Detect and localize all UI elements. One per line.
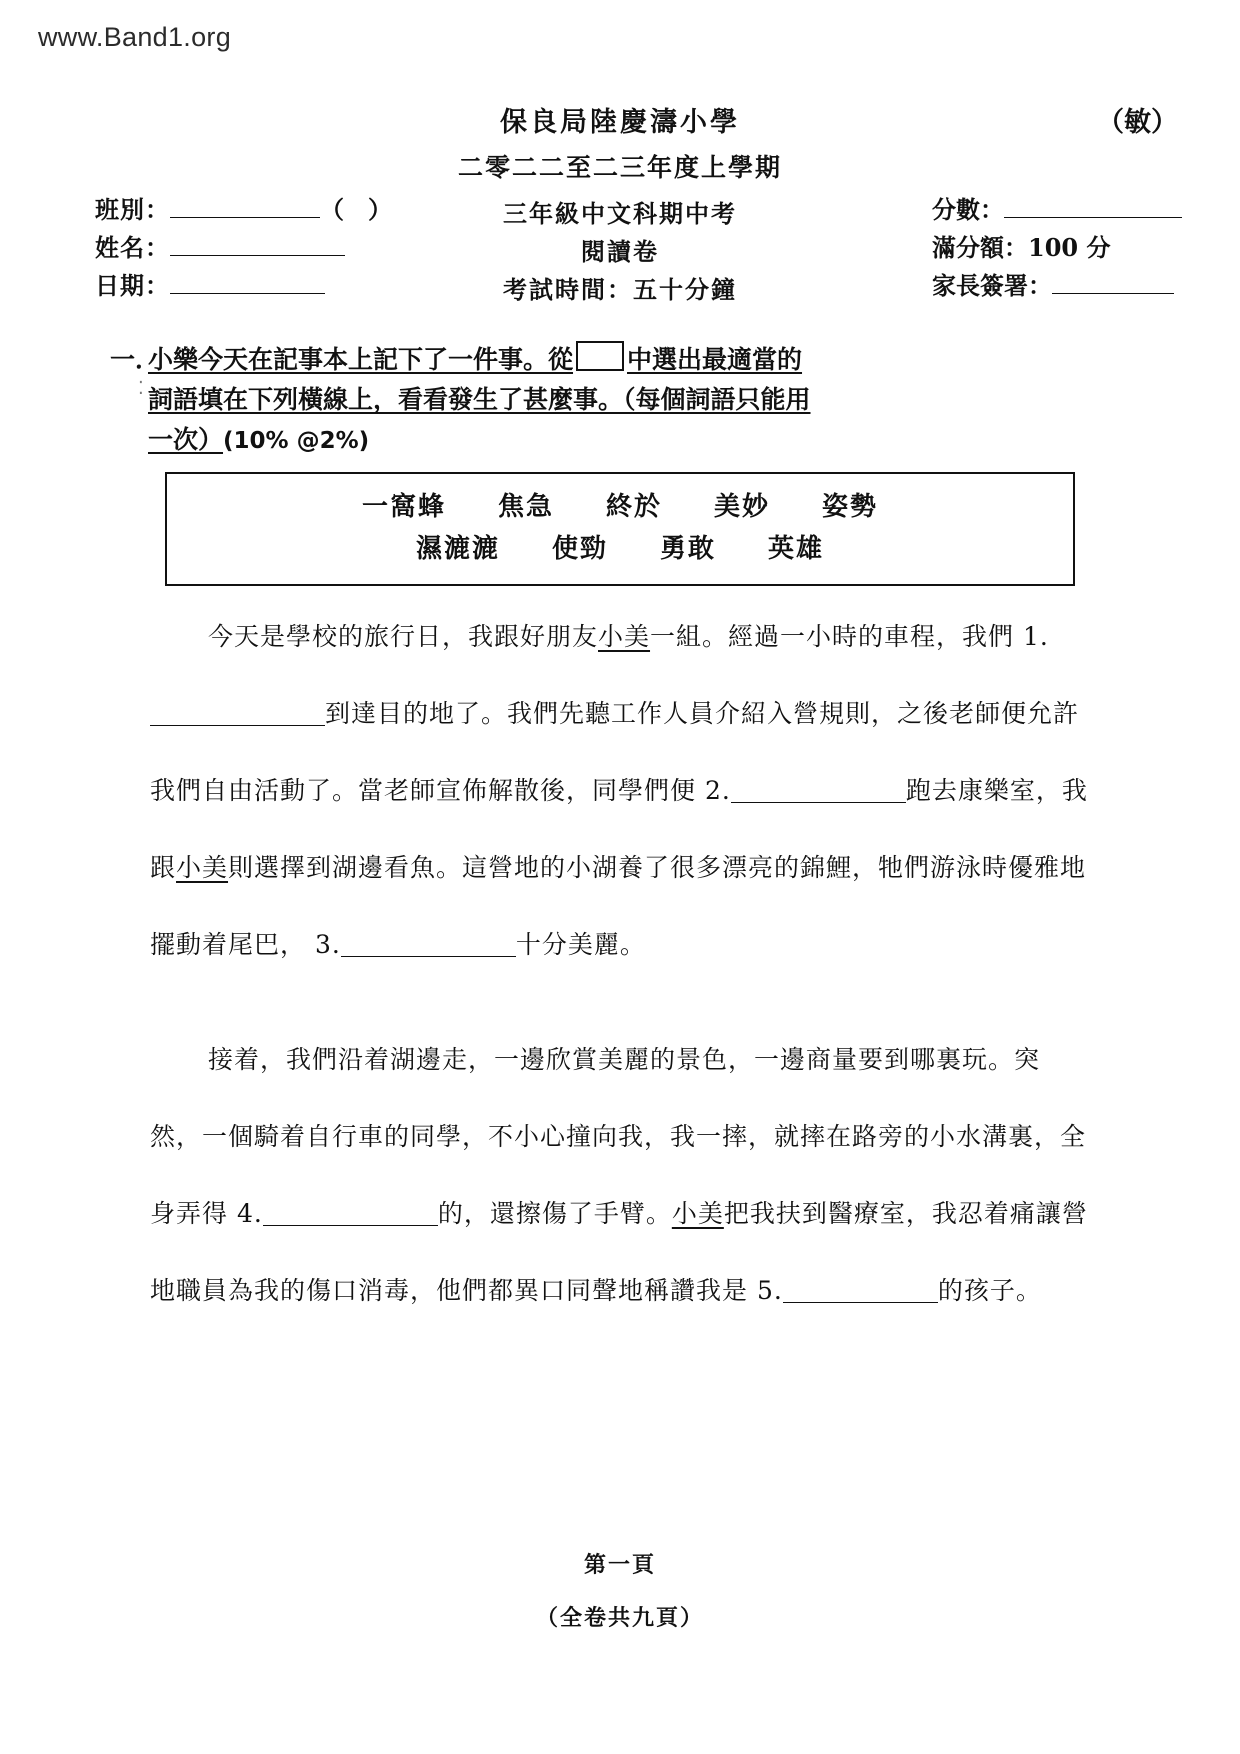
answer-blank-1[interactable]: [150, 700, 325, 726]
word-bank-item: 終於: [605, 492, 662, 522]
exam-meta: [0, 190, 1240, 305]
passage-text: 跑去康樂室，我跟: [150, 776, 1088, 882]
parent-signature-label: 家長簽署：: [932, 271, 1052, 300]
word-bank-item: 焦急: [497, 492, 554, 522]
date-label: 日期：: [95, 271, 170, 300]
full-marks-field: [932, 228, 1182, 266]
word-bank-item: 勇敢: [660, 534, 717, 564]
question-1-instruction-d: 一次）: [148, 425, 224, 454]
passage-paragraph-1: [150, 598, 1090, 983]
question-1-instruction-b: 中選出最適當的: [627, 345, 803, 374]
proper-noun: 小美: [176, 853, 229, 882]
word-bank-item: 濕漉漉: [415, 534, 500, 564]
paper-name: 閱讀卷: [581, 237, 659, 266]
word-bank-item: 姿勢: [822, 492, 879, 522]
full-marks-label: 滿分額：: [932, 233, 1028, 262]
parent-signature-field: [932, 266, 1182, 304]
question-1-instruction-a: 小樂今天在記事本上記下了一件事。從: [148, 345, 574, 374]
score-input-line[interactable]: [1004, 195, 1182, 218]
word-bank: [165, 472, 1075, 586]
class-paren: （ ）: [320, 195, 392, 224]
passage-paragraph-2: [150, 1021, 1090, 1329]
passage-text: 到達目的地了。我們先聽工作人員介紹入營規則，之後老師便允許我們自由活動了。當老師宣佈解散後，同學們便 2.: [150, 699, 1080, 805]
proper-noun: 小美: [598, 622, 651, 651]
proper-noun: 小美: [671, 1199, 724, 1228]
passage-text: 一組。經過一小時的車程，我們 1.: [650, 622, 1049, 651]
passage-text: 的孩子。: [937, 1276, 1042, 1305]
stray-marks: ⁚: [138, 378, 145, 399]
question-1-marks: (10% @2%): [223, 428, 370, 454]
selection-box-icon: [576, 341, 624, 371]
passage-text: 今天是學校的旅行日，我跟好朋友: [208, 622, 599, 651]
question-1-number: 一．: [110, 345, 161, 374]
score-field: [932, 190, 1182, 228]
class-label: 班別：: [95, 195, 170, 224]
teacher-mark: （敏）: [1097, 107, 1178, 138]
page-footer: [0, 1548, 1240, 1632]
word-bank-item: 英雄: [768, 534, 825, 564]
meta-right-fields: [932, 190, 1182, 304]
passage-text: 則選擇到湖邊看魚。這營地的小湖養了很多漂亮的錦鯉，牠們游泳時優雅地擺動着尾巴， 3.: [150, 853, 1087, 959]
passage-text: 十分美麗。: [515, 930, 646, 959]
word-bank-item: 一窩蜂: [361, 492, 446, 522]
question-1-instruction-c: 詞語填在下列橫線上，看看發生了甚麼事。（每個詞語只能用: [148, 385, 811, 414]
word-bank-item: 美妙: [714, 492, 771, 522]
full-marks-value: 100 分: [1028, 233, 1111, 262]
exam-time: 考試時間：五十分鐘: [503, 275, 737, 304]
word-bank-row-1: [167, 486, 1073, 528]
passage-body: [150, 598, 1090, 1329]
total-pages: （全卷共九頁）: [535, 1605, 704, 1631]
page-number: 第一頁: [583, 1552, 656, 1578]
answer-blank-2[interactable]: [731, 777, 906, 803]
question-1: [110, 340, 1098, 461]
passage-text: 把我扶到醫療室，我忍着痛讓營地職員為我的傷口消毒，他們都異口同聲地稱讚我是 5.: [150, 1199, 1088, 1305]
score-label: 分數：: [932, 195, 1004, 224]
watermark-text: www.Band1.org: [38, 22, 232, 52]
answer-blank-3[interactable]: [341, 931, 516, 957]
school-year: 二零二二至二三年度上學期: [457, 153, 782, 182]
exam-title: 三年級中文科期中考: [503, 199, 737, 228]
name-label: 姓名：: [95, 233, 170, 262]
parent-signature-line[interactable]: [1052, 271, 1174, 294]
answer-blank-5[interactable]: [783, 1277, 938, 1303]
school-title: 保良局陸慶濤小學: [500, 107, 740, 138]
word-bank-row-2: [167, 528, 1073, 570]
word-bank-item: 使勁: [551, 534, 608, 564]
passage-text: 的，還擦傷了手臂。: [437, 1199, 672, 1228]
passage-text: 接着，我們沿着湖邊走，一邊欣賞美麗的景色，一邊商量要到哪裏玩。突然，一個騎着自行車的同學，不小心撞向我，我一摔，就摔在路旁的小水溝裏，全身弄得 4.: [150, 1045, 1087, 1228]
answer-blank-4[interactable]: [263, 1200, 438, 1226]
